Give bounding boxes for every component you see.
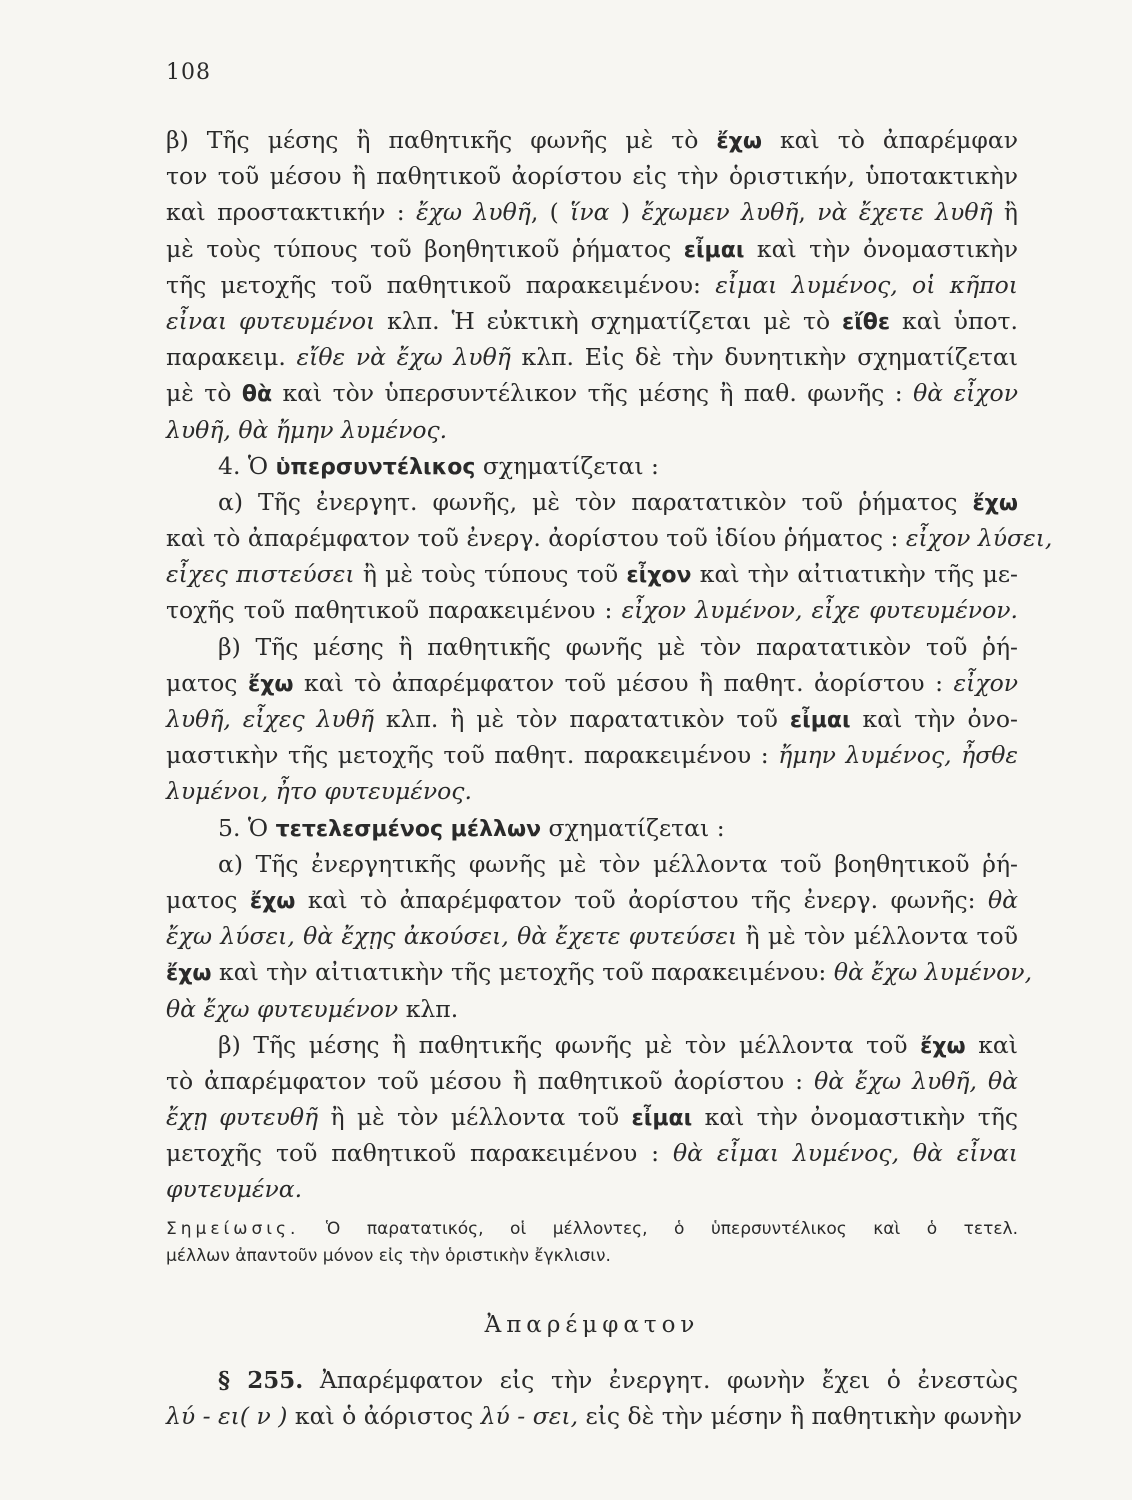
bold-term: ἔχω [247,671,294,697]
section-line-2 [166,1398,1023,1434]
text-segment: μετοχῆς τοῦ παθητικοῦ παρακειμένου : [166,1139,673,1168]
text-segment: καὶ τὸ ἀπαρέμφαν [761,126,1018,154]
text-segment: καὶ τὸν ὑπερσυντέλικον τῆς μέσης ἢ παθ. φωνῆς : [272,379,914,408]
text-segment: τον τοῦ μέσου ἢ παθητικοῦ ἀορίστου εἰς τὴν ὁριστικήν, ὑποτακτικὴν [166,162,1018,191]
bold-term: εἶμαι [683,237,745,263]
text-segment: β) Τῆς μέσης ἢ παθητικῆς φωνῆς μὲ τὸν παρατατικὸν τοῦ ῥή- [218,632,1018,661]
text-segment: α) Τῆς ἐνεργητ. φωνῆς, μὲ τὸν παρατατικὸν τοῦ ῥήματος [218,487,973,516]
text-line [166,810,1018,846]
note-text-1: Ὁ παρατατικός, οἱ μέλλοντες, ὁ ὑπερσυντέλικος καὶ ὁ τετελ. [299,1218,1018,1239]
text-line [166,339,1018,375]
text-line [166,1171,1018,1207]
text-segment: σχηματίζεται : [475,451,659,480]
text-segment: μαστικὴν τῆς μετοχῆς τοῦ παθητ. παρακειμένου : [166,741,779,770]
italic-example: λυμένοι, ἦτο φυτευμένος. [166,777,472,806]
text-segment: καὶ τὴν αἰτιατικὴν τῆς μετοχῆς τοῦ παρακειμένου: [211,958,834,987]
italic-example: εἶναι φυτευμένοι [166,306,376,335]
italic-example: ἤμην λυμένος, ἦσθε [778,741,1018,770]
bold-term: εἴθε [841,309,891,335]
note-label: Σημείωσις. [166,1218,300,1239]
text-segment: μὲ τοὺς τύπους τοῦ βοηθητικοῦ ῥήματος [166,234,684,263]
text-line [166,1027,1018,1063]
section-line-1 [166,1362,1018,1398]
body-text [166,122,1053,1434]
bold-term: ὑπερσυντέλικος [275,454,476,480]
text-segment: καὶ τὸ ἀπαρέμφατον τοῦ ἐνεργ. ἀορίστου τοῦ ἰδίου ῥήματος : [166,524,906,553]
text-line [166,991,1018,1027]
text-segment: β) Τῆς μέσης ἢ παθητικῆς φωνῆς μὲ τὸν μέλλοντα τοῦ [218,1030,921,1059]
italic-example: θὰ [987,885,1018,914]
text-segment: ἢ μὲ τοὺς τύπους τοῦ [354,560,627,589]
italic-example: εἶχον λύσει, [905,524,1053,553]
italic-example: εἴθε νὰ ἔχω λυθῆ [296,343,511,372]
bold-term: τετελεσμένος μέλλων [275,816,542,842]
note-line-2: μέλλων ἀπαντοῦν μόνον εἰς τὴν ὁριστικὴν ἔγκλισιν. [166,1245,611,1266]
text-segment: ματος [166,885,250,914]
text-segment: καὶ τὸ ἀπαρέμφατον τοῦ μέσου ἢ παθητ. ἀορίστου : [293,668,954,697]
italic-example: θὰ ἔχω φυτευμένον [166,994,399,1023]
section-number: § 255. [218,1366,304,1394]
text-line [166,882,1018,918]
italic-example: ἔχῃ φυτευθῆ [166,1103,319,1132]
text-segment: κλπ. [398,994,459,1023]
italic-example: θὰ εἶμαι λυμένος, θὰ εἶναι [672,1139,1019,1168]
text-segment: , [798,198,818,227]
text-segment: καὶ τὸ ἀπαρέμφατον τοῦ ἀορίστου τῆς ἐνεργ. φωνῆς: [295,885,988,914]
text-line [166,122,1018,158]
italic-example: λύ - σει, [480,1401,579,1430]
text-segment: α) Τῆς ἐνεργητικῆς φωνῆς μὲ τὸν μέλλοντα τοῦ βοηθητικοῦ ῥή- [218,849,1018,878]
text-segment: καὶ τὴν ὀνομαστικὴν τῆς [692,1103,1018,1132]
text-segment: εἰς δὲ τὴν μέσην ἢ παθητικὴν φωνὴν [578,1401,1023,1430]
italic-example: εἶχον λυμένον, εἶχε φυτευμένον. [621,596,1018,625]
text-line [166,412,1018,448]
text-segment: καὶ τὴν ὀνο- [850,705,1018,733]
italic-example: θὰ ἔχω λυθῆ, θὰ [814,1066,1018,1095]
text-line [166,954,1033,990]
bold-term: εἶχον [626,563,692,589]
text-segment: τὸ ἀπαρέμφατον τοῦ μέσου ἢ παθητικοῦ ἀορίστου : [166,1066,815,1095]
text-line [166,701,1018,737]
text-line [166,773,1018,809]
text-segment: κλπ. Ἡ εὐκτικὴ σχηματίζεται μὲ τὸ [375,306,842,335]
text-segment: τῆς μετοχῆς τοῦ παθητικοῦ παρακειμένου: [166,270,716,299]
italic-example: λυθῆ, θὰ ἤμην λυμένος. [166,415,448,444]
italic-example: εἶχες πιστεύσει [166,560,355,589]
text-line [166,665,1018,701]
text-segment: ἢ [992,198,1019,227]
text-line [166,375,1018,411]
text-segment: ματος [166,668,248,697]
text-segment: β) Τῆς μέσης ἢ παθητικῆς φωνῆς μὲ τὸ [166,126,717,154]
text-segment: ἢ μὲ τὸν μέλλοντα τοῦ [318,1103,632,1132]
text-line [166,1135,1018,1171]
text-line [166,1099,1018,1135]
text-line [166,267,1018,303]
text-line [166,303,1018,339]
text-segment: καὶ τὴν ὀνομαστικὴν [744,234,1018,263]
italic-example: ἵνα [570,198,610,227]
italic-example: νὰ ἔχετε λυθῆ [817,198,993,227]
italic-example: ἔχωμεν λυθῆ [641,198,799,227]
text-segment: ἢ μὲ τὸν μέλλοντα τοῦ [737,922,1018,951]
section-255 [166,1362,1023,1434]
text-segment: , ( [530,198,571,227]
italic-example: ἔχω λυθῆ [416,198,531,227]
text-segment: τοχῆς τοῦ παθητικοῦ παρακειμένου : [166,596,622,625]
bold-term: θὰ [241,382,273,408]
section-text-1: Ἀπαρέμφατον εἰς τὴν ἐνεργητ. φωνὴν ἔχει ὁ ἐνεστὼς [303,1365,1018,1394]
text-line [166,592,1018,628]
bold-term: εἶμαι [789,708,851,733]
page-number: 108 [166,60,211,85]
bold-term: ἔχω [166,961,212,987]
text-segment: καὶ [965,1030,1018,1059]
italic-example: φυτευμένα. [166,1175,303,1204]
italic-example: θὰ εἶχον [913,379,1018,408]
paragraphs [166,122,1053,1208]
italic-example: λύ - ει( ν ) [166,1401,288,1430]
text-line [166,520,1053,556]
italic-example: λυθῆ, εἶχες λυθῆ [166,705,374,733]
text-line [166,231,1018,267]
italic-example: εἶχον [953,668,1018,697]
text-line [166,737,1018,773]
bold-term: εἶμαι [631,1106,693,1132]
text-segment: καὶ προστακτικήν : [166,198,417,227]
bold-term: ἔχω [920,1033,966,1059]
text-segment: παρακειμ. [166,343,297,372]
text-segment: 5. Ὁ [218,813,276,842]
text-segment: ) [609,198,642,227]
italic-example: ἔχω λύσει, θὰ ἔχῃς ἀκούσει, θὰ ἔχετε φυτεύσει [166,922,738,951]
text-line [166,918,1018,954]
text-segment: καὶ ὑποτ. [890,306,1019,335]
text-line [166,556,1018,592]
note-line-1 [166,1216,1018,1243]
text-line [166,194,1018,230]
text-segment: μὲ τὸ [166,379,242,408]
text-line [166,629,1018,665]
bold-term: ἔχω [972,490,1018,516]
text-line [166,1063,1018,1099]
text-line [166,158,1018,194]
bold-term: ἔχω [716,129,762,154]
italic-example: εἶμαι λυμένος, οἱ κῆποι [715,270,1018,299]
section-heading: Ἀπαρέμφατον [484,1311,700,1338]
text-line [166,448,1018,484]
text-segment: κλπ. Εἰς δὲ τὴν δυνητικὴν σχηματίζεται [510,343,1018,372]
italic-example: θὰ ἔχω λυμένον, [833,958,1033,987]
text-segment: κλπ. ἢ μὲ τὸν παρατατικὸν τοῦ [373,705,790,733]
text-line [166,846,1018,882]
text-segment: καὶ τὴν αἰτιατικὴν τῆς με- [691,560,1018,589]
bold-term: ἔχω [249,888,296,914]
note [166,1216,1018,1270]
text-segment: 4. Ὁ [218,451,276,480]
text-segment: σχηματίζεται : [541,813,725,842]
text-line [166,484,1018,520]
text-segment: καὶ ὁ ἀόριστος [287,1401,481,1430]
